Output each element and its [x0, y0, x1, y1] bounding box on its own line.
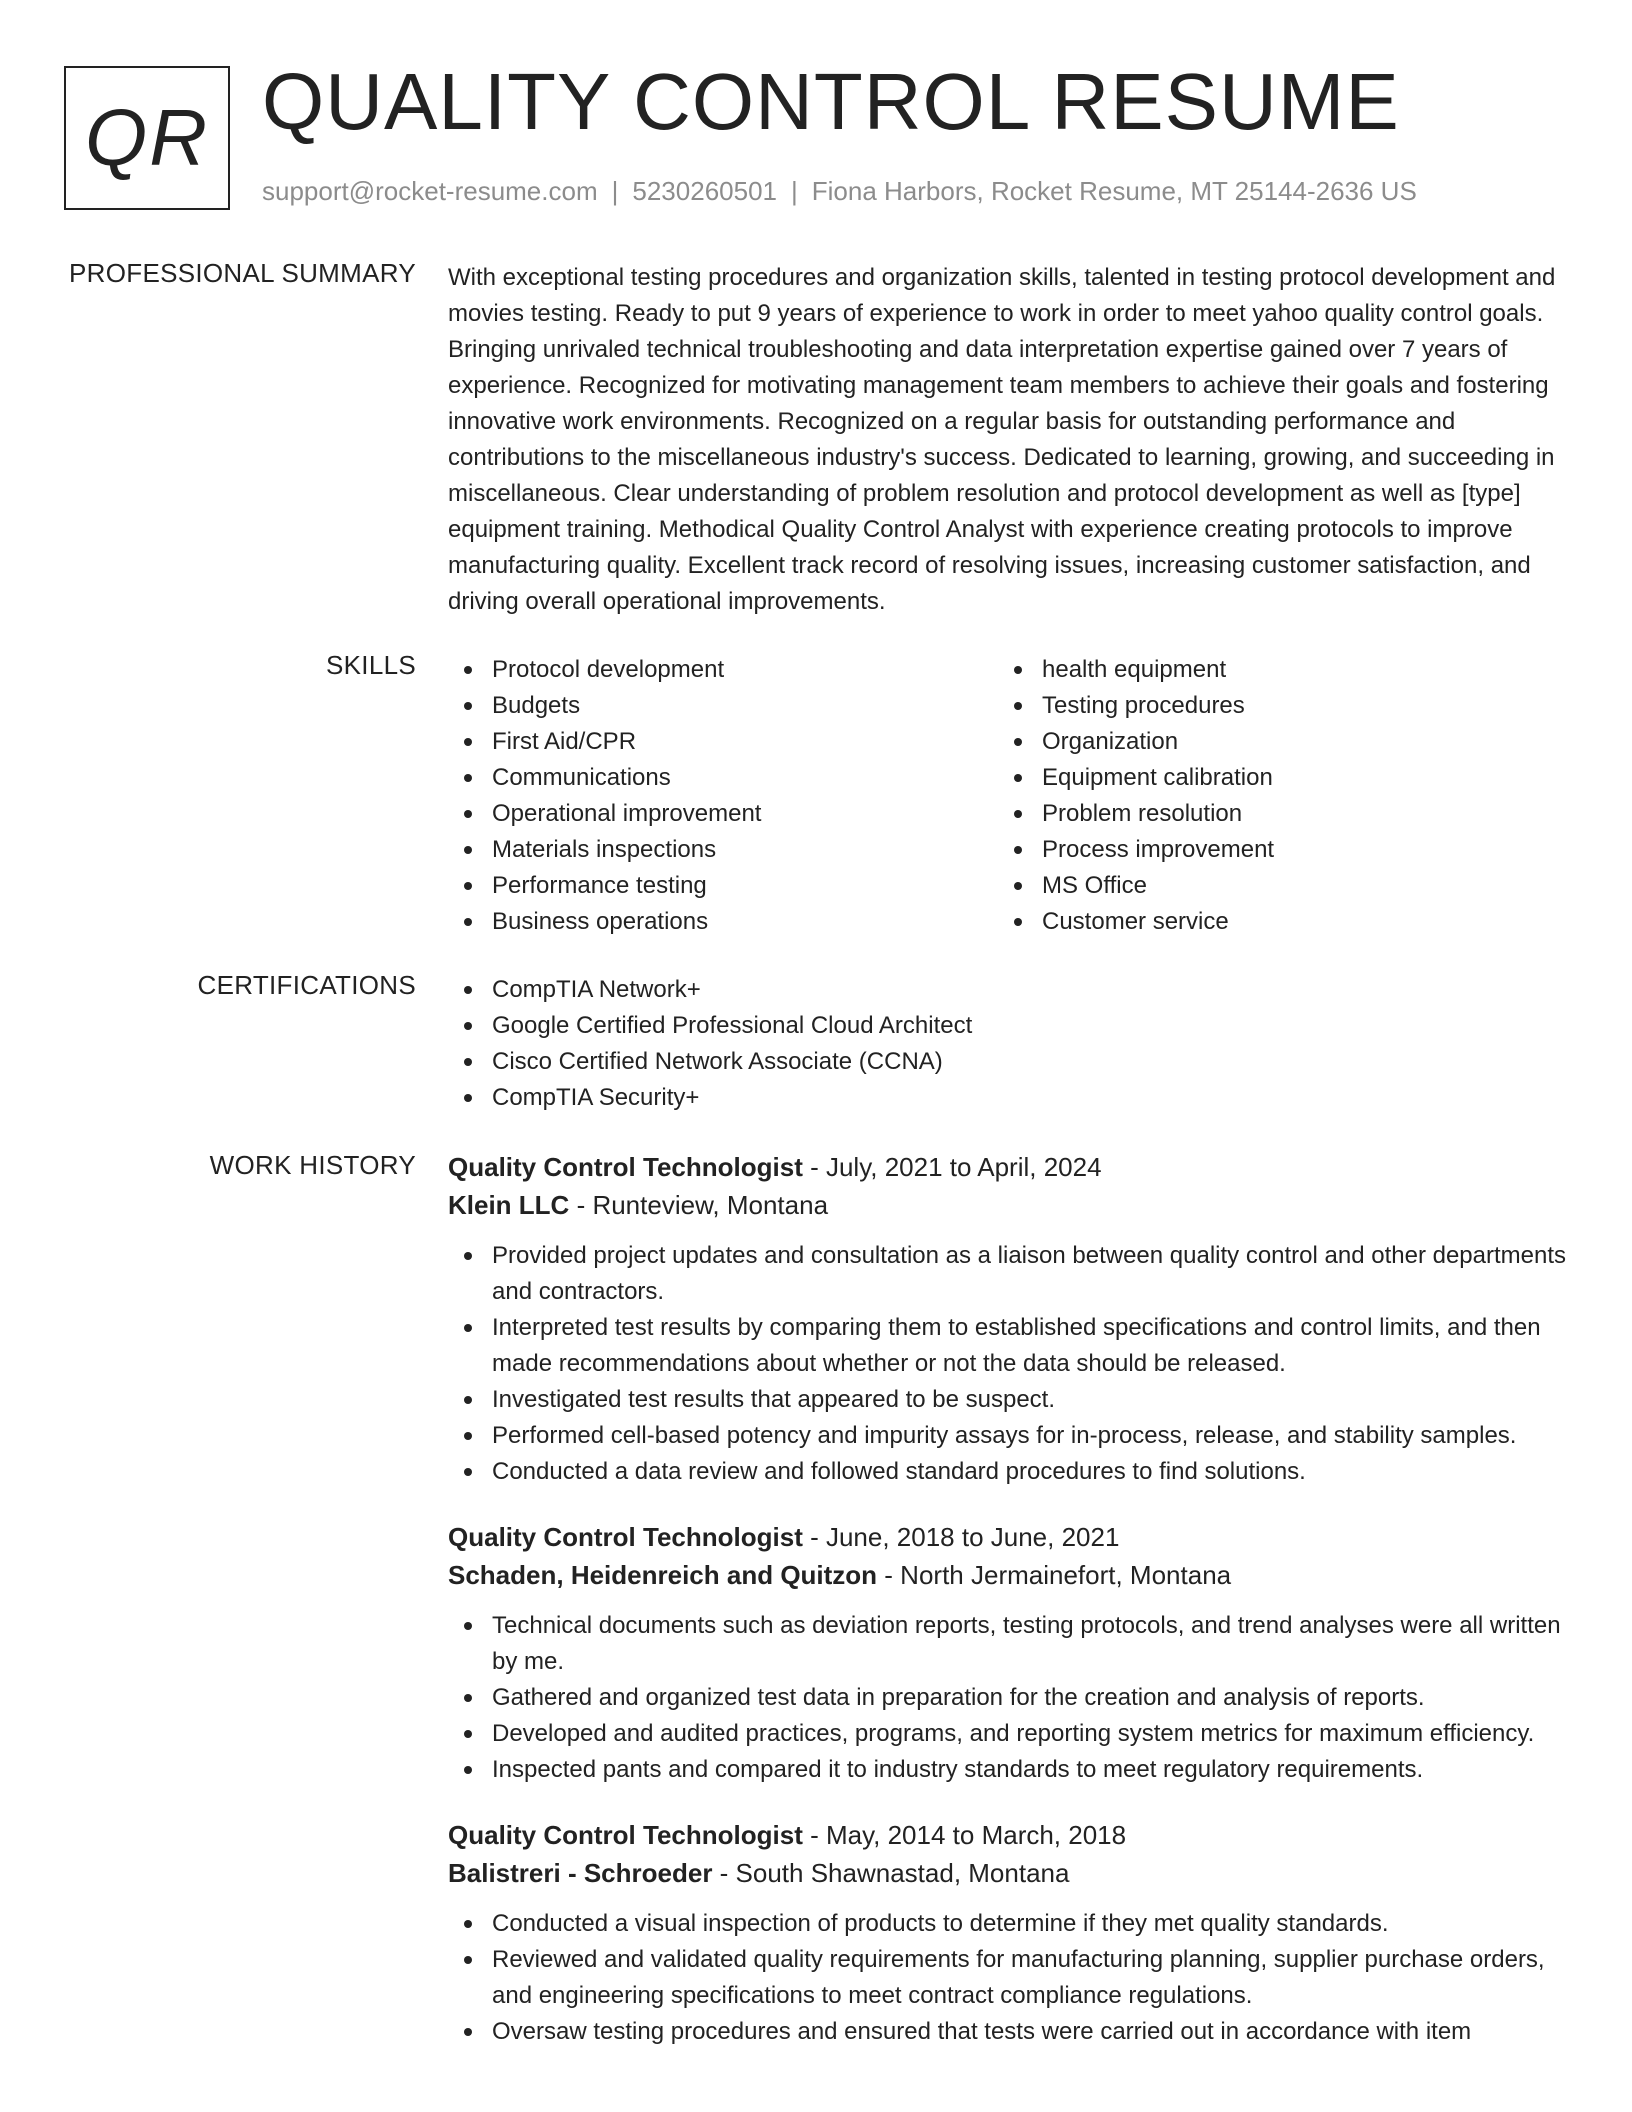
job-company-line: [448, 1186, 1568, 1224]
job-bullet: Oversaw testing procedures and ensured that tests were carried out in accordance with item: [448, 2014, 1568, 2050]
job-location: - North Jermainefort, Montana: [877, 1560, 1232, 1590]
job-bullet: Gathered and organized test data in preparation for the creation and analysis of reports.: [448, 1680, 1568, 1716]
certification-item: Google Certified Professional Cloud Architect: [448, 1008, 1568, 1044]
job-dates: - June, 2018 to June, 2021: [802, 1522, 1120, 1552]
skill-item: Budgets: [448, 688, 998, 724]
job-title-line: [448, 1518, 1568, 1556]
skill-item: Customer service: [998, 904, 1548, 940]
job-title-line: [448, 1148, 1568, 1186]
skill-item: MS Office: [998, 868, 1548, 904]
skills-list-right: [998, 652, 1548, 940]
contact-address: Fiona Harbors, Rocket Resume, MT 25144-2636 US: [811, 176, 1417, 206]
job-bullet: Conducted a data review and followed standard procedures to find solutions.: [448, 1454, 1568, 1490]
job-dates: - May, 2014 to March, 2018: [802, 1820, 1127, 1850]
job-bullet: Provided project updates and consultation as a liaison between quality control and other departments and contractors.: [448, 1238, 1568, 1310]
skill-item: health equipment: [998, 652, 1548, 688]
job-company-line: [448, 1556, 1568, 1594]
job-location: - South Shawnastad, Montana: [712, 1858, 1070, 1888]
job-title: Quality Control Technologist: [448, 1820, 803, 1850]
job-entry: [448, 1148, 1568, 1490]
job-bullet: Investigated test results that appeared to be suspect.: [448, 1382, 1568, 1418]
job-bullets: [448, 1238, 1568, 1490]
job-company: Balistreri - Schroeder: [448, 1858, 713, 1888]
job-bullet: Reviewed and validated quality requirements for manufacturing planning, supplier purchase orders, and engineering specifications to meet contract compliance regulations.: [448, 1942, 1568, 2014]
skill-item: Equipment calibration: [998, 760, 1548, 796]
skills-list-left: [448, 652, 998, 940]
work-history-heading: WORK HISTORY: [209, 1150, 416, 1180]
skill-item: Communications: [448, 760, 998, 796]
certification-item: CompTIA Network+: [448, 972, 1568, 1008]
contact-phone[interactable]: 5230260501: [632, 176, 777, 206]
job-title-line: [448, 1816, 1568, 1854]
job-title: Quality Control Technologist: [448, 1522, 803, 1552]
skill-item: Organization: [998, 724, 1548, 760]
skill-item: Performance testing: [448, 868, 998, 904]
certifications-list: [448, 972, 1568, 1116]
skill-item: Testing procedures: [998, 688, 1548, 724]
certification-item: CompTIA Security+: [448, 1080, 1568, 1116]
job-title: Quality Control Technologist: [448, 1152, 803, 1182]
contact-email[interactable]: support@rocket-resume.com: [262, 176, 598, 206]
job-dates: - July, 2021 to April, 2024: [802, 1152, 1102, 1182]
contact-line: [262, 176, 1417, 207]
skill-item: First Aid/CPR: [448, 724, 998, 760]
skill-item: Business operations: [448, 904, 998, 940]
skill-item: Protocol development: [448, 652, 998, 688]
job-bullet: Technical documents such as deviation reports, testing protocols, and trend analyses were all written by me.: [448, 1608, 1568, 1680]
contact-separator: |: [791, 176, 798, 206]
job-company-line: [448, 1854, 1568, 1892]
skills-heading: SKILLS: [326, 650, 416, 680]
job-bullet: Developed and audited practices, programs, and reporting system metrics for maximum efficiency.: [448, 1716, 1568, 1752]
monogram-logo: QR: [64, 66, 230, 210]
skill-item: Operational improvement: [448, 796, 998, 832]
job-bullets: [448, 1906, 1568, 2050]
job-bullet: Conducted a visual inspection of products to determine if they met quality standards.: [448, 1906, 1568, 1942]
job-bullet: Performed cell-based potency and impurity assays for in-process, release, and stability samples.: [448, 1418, 1568, 1454]
job-location: - Runteview, Montana: [569, 1190, 829, 1220]
job-company: Klein LLC: [448, 1190, 570, 1220]
certifications-heading: CERTIFICATIONS: [197, 970, 416, 1000]
job-bullet: Inspected pants and compared it to industry standards to meet regulatory requirements.: [448, 1752, 1568, 1788]
certification-item: Cisco Certified Network Associate (CCNA): [448, 1044, 1568, 1080]
job-bullet: Interpreted test results by comparing them to established specifications and control limits, and then made recommendations about whether or not the data should be released.: [448, 1310, 1568, 1382]
skill-item: Materials inspections: [448, 832, 998, 868]
skill-item: Problem resolution: [998, 796, 1548, 832]
page-title: QUALITY CONTROL RESUME: [262, 57, 1400, 146]
job-bullets: [448, 1608, 1568, 1788]
contact-separator: |: [611, 176, 619, 206]
summary-text: With exceptional testing procedures and organization skills, talented in testing protocol development and movies testing. Ready to put 9 years of experience to work in order to meet yahoo quality control goals. Bringing unrivaled technical troubleshooting and data interpretation expertise gained over 7 years of experience. Recognized for motivating management team members to achieve their goals and fostering innovative work environments. Recognized on a regular basis for outstanding performance and contributions to the miscellaneous industry's success. Dedicated to learning, growing, and succeeding in miscellaneous. Clear understanding of problem resolution and protocol development as well as [type] equipment training. Methodical Quality Control Analyst with experience creating protocols to improve manufacturing quality. Excellent track record of resolving issues, increasing customer satisfaction, and driving overall operational improvements.: [448, 264, 1556, 615]
job-entry: [448, 1518, 1568, 1788]
job-entry: [448, 1816, 1568, 2050]
skill-item: Process improvement: [998, 832, 1548, 868]
job-company: Schaden, Heidenreich and Quitzon: [448, 1560, 878, 1590]
summary-heading: PROFESSIONAL SUMMARY: [69, 258, 416, 288]
